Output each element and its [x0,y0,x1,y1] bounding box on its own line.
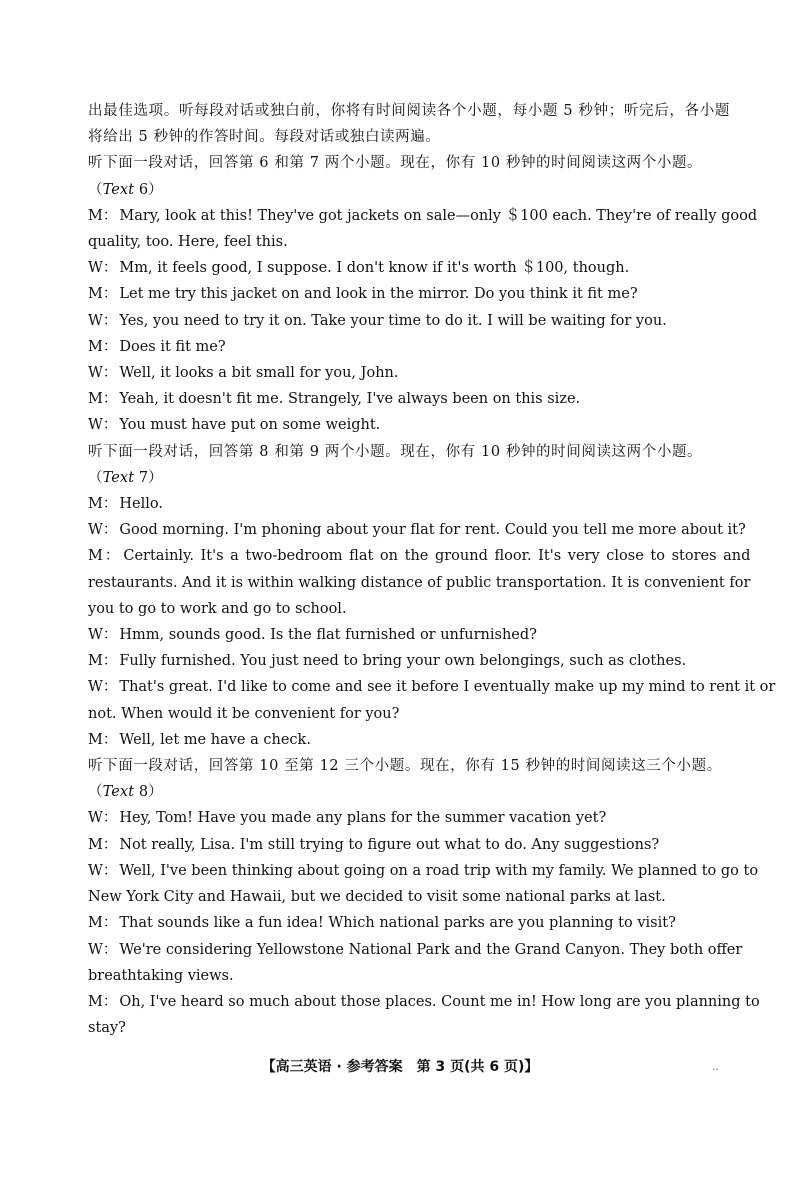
utterance-line: stay? [88,1020,126,1037]
speaker-label: M [88,548,103,565]
dialogue-turn [88,334,730,360]
utterance-line: you to go to work and go to school. [88,600,347,617]
speaker-label: M [88,731,103,748]
speaker-label: W [88,522,103,539]
text-label-open: （ [88,181,103,198]
dialogue-turn [88,727,730,753]
utterance-line: quality, too. Here, feel this. [88,234,288,251]
utterance [88,832,730,858]
speaker-separator: ： [102,312,118,329]
speaker-label: M [88,496,103,513]
speaker-separator: ： [102,417,118,434]
utterance-line: Well, I've been thinking about going on a road trip with my family. We planned to go to [119,862,759,879]
dialogue-turn [88,308,730,334]
speaker-separator: ： [102,522,118,539]
speaker-separator: ： [102,679,118,696]
listening-script [88,98,776,1041]
utterance-line: New York City and Hawaii, but we decided to visit some national parks at last. [88,889,666,906]
utterance-line: We're considering Yellowstone National Park and the Grand Canyon. They both offer [119,941,743,958]
utterance-line: Let me try this jacket on and look in the mirror. Do you think it fit me? [119,286,638,303]
dialogue-turn [88,517,746,543]
section-instruction: 听下面一段对话，回答第 10 至第 12 三个小题。现在，你有 15 秒钟的时间阅读这三个小题。 [88,758,722,775]
utterance [88,334,730,360]
speaker-label: M [88,286,103,303]
dialogue-turn [88,203,758,255]
dialogue-turn [88,281,730,307]
speaker-label: M [88,915,103,932]
speaker-label: W [88,627,103,644]
utterance [88,648,730,674]
utterance [88,674,775,726]
utterance-line: breathtaking views. [88,967,234,984]
utterance [88,858,758,910]
speaker-label: M [88,993,103,1010]
utterance [88,543,750,622]
dialogue-turn [88,805,730,831]
corner-mark: .. [712,1060,719,1073]
utterance [88,255,730,281]
speaker-separator: ： [102,627,118,644]
speaker-label: M [88,836,103,853]
dialogue-turn [88,858,759,910]
dialogue-turn [88,989,760,1041]
utterance-line: Well, it looks a bit small for you, John. [119,365,399,382]
utterance-line: Yeah, it doesn't fit me. Strangely, I've always been on this size. [119,391,581,408]
utterance [88,937,742,989]
speaker-label: W [88,862,103,879]
utterance [88,412,730,438]
text-label-word: Text [102,784,135,801]
dialogue-turn [88,412,730,438]
dialogue-turn [88,937,743,989]
speaker-label: W [88,679,103,696]
utterance-line: Hmm, sounds good. Is the flat furnished or unfurnished? [119,627,537,644]
instructions-line: 出最佳选项。听每段对话或独白前，你将有时间阅读各个小题，每小题 5 秒钟；听完后，各小题 [88,103,730,119]
utterance [88,281,730,307]
utterance-line: not. When would it be convenient for you? [88,705,400,722]
utterance-line: That's great. I'd like to come and see it before I eventually make up my mind to rent it or [119,679,776,696]
utterance [88,910,730,936]
dialogue-turn [88,832,730,858]
speaker-label: M [88,391,103,408]
text-label [88,779,730,805]
utterance-line: restaurants. And it is within walking distance of public transportation. It is convenient for [88,574,751,591]
speaker-separator: ： [102,810,118,827]
speaker-separator: ： [102,548,122,565]
speaker-label: M [88,207,103,224]
speaker-label: W [88,417,103,434]
speaker-separator: ： [102,365,118,382]
utterance-line: Not really, Lisa. I'm still trying to figure out what to do. Any suggestions? [119,836,660,853]
page-footer: 【高三英语 · 参考答案 第 3 页(共 6 页)】 [261,1059,539,1075]
instructions-line: 将给出 5 秒钟的作答时间。每段对话或独白读两遍。 [88,129,441,146]
text-label-open: （ [88,784,103,801]
speaker-label: W [88,810,103,827]
text-label-number: 7） [134,469,163,486]
utterance [88,203,757,255]
dialogue-turn [88,386,730,412]
speaker-label: M [88,653,103,670]
speaker-label: W [88,941,103,958]
dialogue-turn [88,360,730,386]
text-label-number: 8） [134,784,163,801]
utterance [88,517,746,543]
utterance [88,989,760,1041]
utterance-line: Yes, you need to try it on. Take your time to do it. I will be waiting for you. [119,312,667,329]
utterance-line: Oh, I've heard so much about those places. Count me in! How long are you planning to [119,993,760,1010]
utterance-line: Fully furnished. You just need to bring your own belongings, such as clothes. [119,653,687,670]
utterance [88,805,730,831]
section-instruction: 听下面一段对话，回答第 6 和第 7 两个小题。现在，你有 10 秒钟的时间阅读这两个小题。 [88,155,703,172]
utterance-line: That sounds like a fun idea! Which national parks are you planning to visit? [119,915,676,932]
dialogue-turn [88,648,730,674]
utterance [88,386,730,412]
speaker-separator: ： [102,836,118,853]
speaker-separator: ： [102,993,118,1010]
speaker-label: M [88,338,103,355]
text-label [88,177,730,203]
text-label-word: Text [102,181,135,198]
utterance-line: Hello. [119,496,163,513]
text-label-word: Text [102,469,135,486]
dialogue-turn [88,255,730,281]
speaker-separator: ： [102,286,118,303]
text-label-number: 6） [134,181,163,198]
utterance [88,360,730,386]
utterance-line: Mary, look at this! They've got jackets on sale—only ＄100 each. They're of really good [119,207,758,224]
section-instruction: 听下面一段对话，回答第 8 和第 9 两个小题。现在，你有 10 秒钟的时间阅读这两个小题。 [88,443,703,460]
dialogue-turn [88,543,751,622]
speaker-separator: ： [102,207,118,224]
utterance-line: You must have put on some weight. [119,417,381,434]
speaker-separator: ： [102,915,118,932]
utterance [88,622,730,648]
utterance-line: Hey, Tom! Have you made any plans for the summer vacation yet? [119,810,607,827]
utterance-line: Does it fit me? [119,338,226,355]
utterance-line: Certainly. It's a two-bedroom flat on the ground floor. It's very close to stores and [123,548,751,565]
speaker-label: W [88,260,103,277]
utterance [88,727,730,753]
dialogue-turn [88,910,730,936]
utterance [88,308,730,334]
text-label [88,465,730,491]
speaker-separator: ： [102,260,118,277]
dialogue-turn [88,491,730,517]
utterance-line: Well, let me have a check. [119,731,311,748]
speaker-separator: ： [102,338,118,355]
dialogue-turn [88,622,730,648]
speaker-separator: ： [102,653,118,670]
text-label-open: （ [88,469,103,486]
speaker-separator: ： [102,731,118,748]
speaker-separator: ： [102,496,118,513]
utterance-line: Mm, it feels good, I suppose. I don't know if it's worth ＄100, though. [119,260,630,277]
dialogue-turn [88,674,776,726]
speaker-separator: ： [102,941,118,958]
speaker-separator: ： [102,391,118,408]
utterance [88,491,730,517]
speaker-label: W [88,365,103,382]
utterance-line: Good morning. I'm phoning about your flat for rent. Could you tell me more about it? [119,522,746,539]
speaker-label: W [88,312,103,329]
speaker-separator: ： [102,862,118,879]
